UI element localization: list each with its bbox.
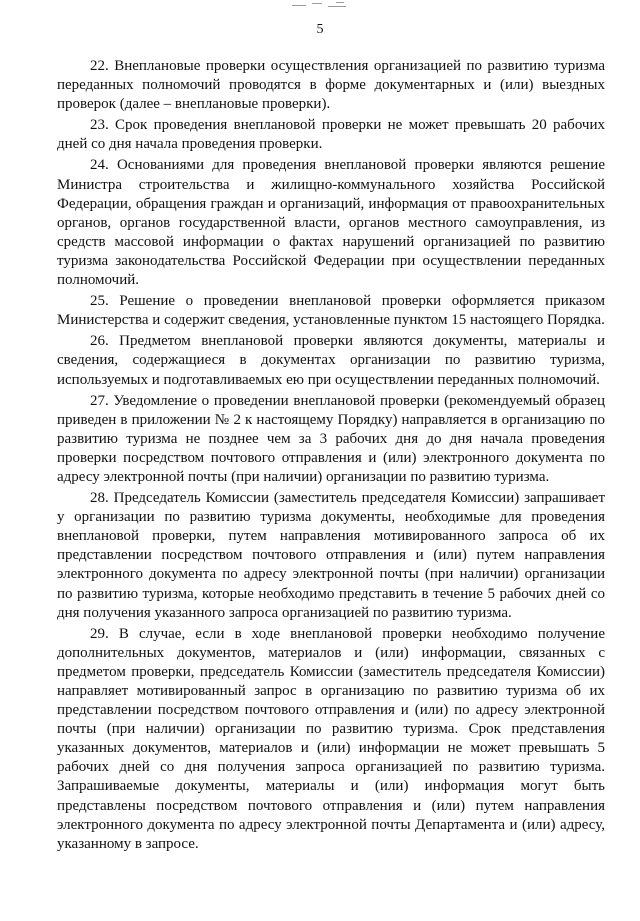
paragraph-25: 25. Решение о проведении внеплановой проверки оформляется приказом Министерства и содержит сведения, установленные пунктом 15 настоящего Порядка. — [57, 293, 605, 329]
page-number: 5 — [316, 22, 324, 37]
paragraph-27: 27. Уведомление о проведении внеплановой проверки (рекомендуемый образец приведен в приложении № 2 к настоящему Порядку) направляется в организацию по развитию туризма не позднее чем за 3 рабочих дня до дня начала проведения проверки посредством почтового отправления и (или) электронного документа по адресу электронной почты (при наличии) организации по развитию туризма. — [57, 392, 605, 485]
paragraph-29: 29. В случае, если в ходе внеплановой проверки необходимо получение дополнительных документов, материалов и (или) информации, связанных с предметом проверки, председатель Комиссии (заместитель председателя Комиссии) направляет мотивированный запрос в организацию по развитию туризма об их представлении посредством почтового отправления и (или) по адресу электронной почты (при наличии) организации по развитию туризма. Срок представления указанных документов, материалов и (или) информации не может превышать 5 рабочих дней со дня получения запроса организацией по развитию туризма. Запрашиваемые документы, материалы и (или) информация могут быть представлены посредством почтового отправления и (или) путем направления электронного документа по адресу электронной почты Департамента и (или) адресу, указанному в запросе. — [57, 625, 605, 852]
paragraph-26: 26. Предметом внеплановой проверки являются документы, материалы и сведения, содержащиеся в документах организации по развитию туризма, используемых и подготавливаемых ею при осуществлении переданных полномочий. — [57, 333, 605, 388]
paragraph-22: 22. Внеплановые проверки осуществления организацией по развитию туризма переданных полномочий проводятся в форме документарных и (или) выездных проверок (далее – внеплановые проверки). — [57, 58, 605, 113]
paragraph-28: 28. Председатель Комиссии (заместитель председателя Комиссии) запрашивает у организации по развитию туризма документы, необходимые для проведения внеплановой проверки, путем направления мотивированного запроса об их представлении посредством почтового отправления и (или) путем направления электронного документа по адресу электронной почты (при наличии) организации по развитию туризма, которые необходимо представить в течение 5 рабочих дней со дня получения указанного запроса организацией по развитию туризма. — [57, 490, 605, 621]
paragraph-24: 24. Основаниями для проведения внеплановой проверки являются решение Министра строительства и жилищно-коммунального хозяйства Российской Федерации, обращения граждан и организаций, информация от правоохранительных органов, органов государственной власти, органов местного самоуправления, из средств массовой информации о фактах нарушений организацией по развитию туризма законодательства Российской Федерации при осуществлении переданных полномочий. — [57, 157, 605, 289]
document-body — [57, 57, 605, 854]
scan-artifact — [292, 2, 354, 10]
paragraph-23: 23. Срок проведения внеплановой проверки не может превышать 20 рабочих дней со дня начала проведения проверки. — [57, 117, 605, 153]
